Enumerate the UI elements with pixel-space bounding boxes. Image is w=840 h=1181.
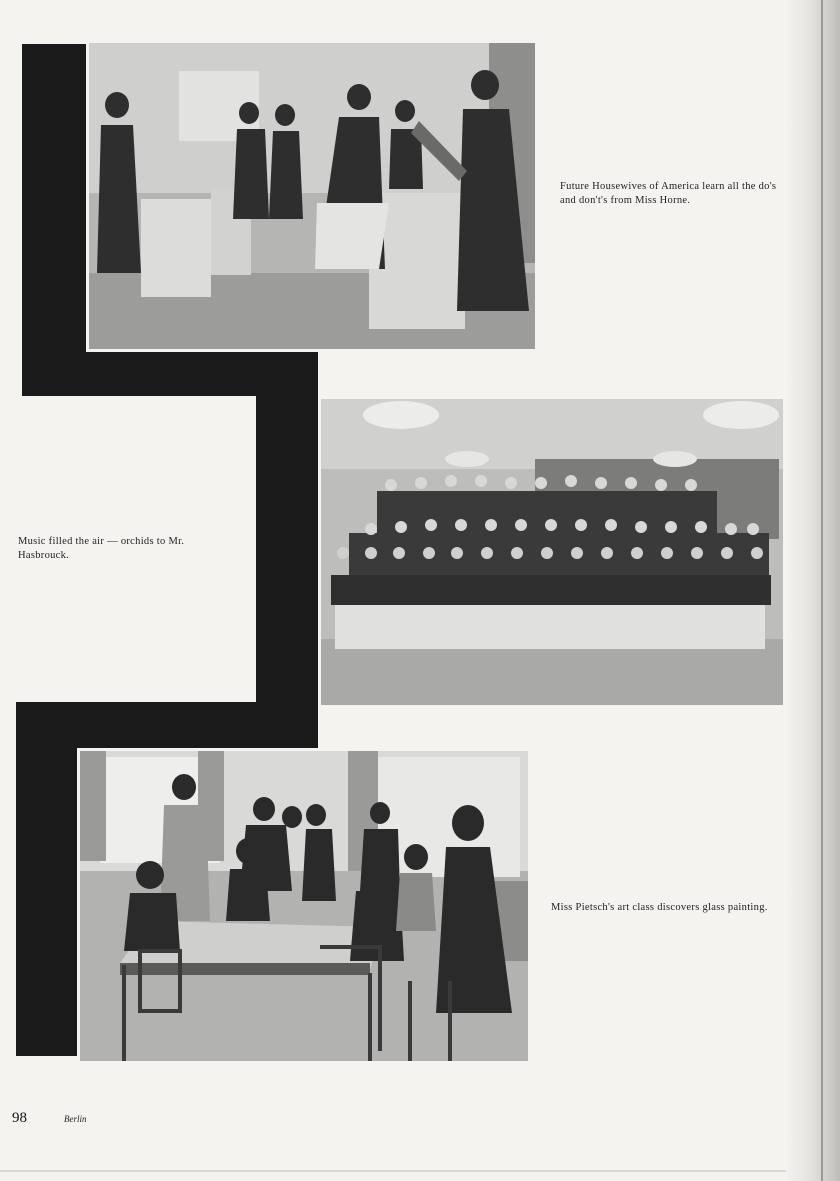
gutter-line [821, 0, 823, 1181]
page-number: 98 [12, 1110, 27, 1126]
book-gutter [786, 0, 840, 1181]
black-block-middle [256, 350, 318, 744]
page-bottom-edge [0, 1170, 786, 1172]
art-class-photo [77, 748, 531, 1064]
school-name: Berlin [64, 1114, 87, 1124]
caption-art: Miss Pietsch's art class discovers glass painting. [551, 902, 768, 913]
caption-homemakers: Future Housewives of America learn all the do's and don't's from Miss Horne. [560, 181, 777, 206]
caption-music: Music filled the air — orchids to Mr. Hasbrouck. [18, 536, 185, 561]
music-group-photo [318, 396, 786, 708]
home-economics-photo [86, 40, 538, 352]
